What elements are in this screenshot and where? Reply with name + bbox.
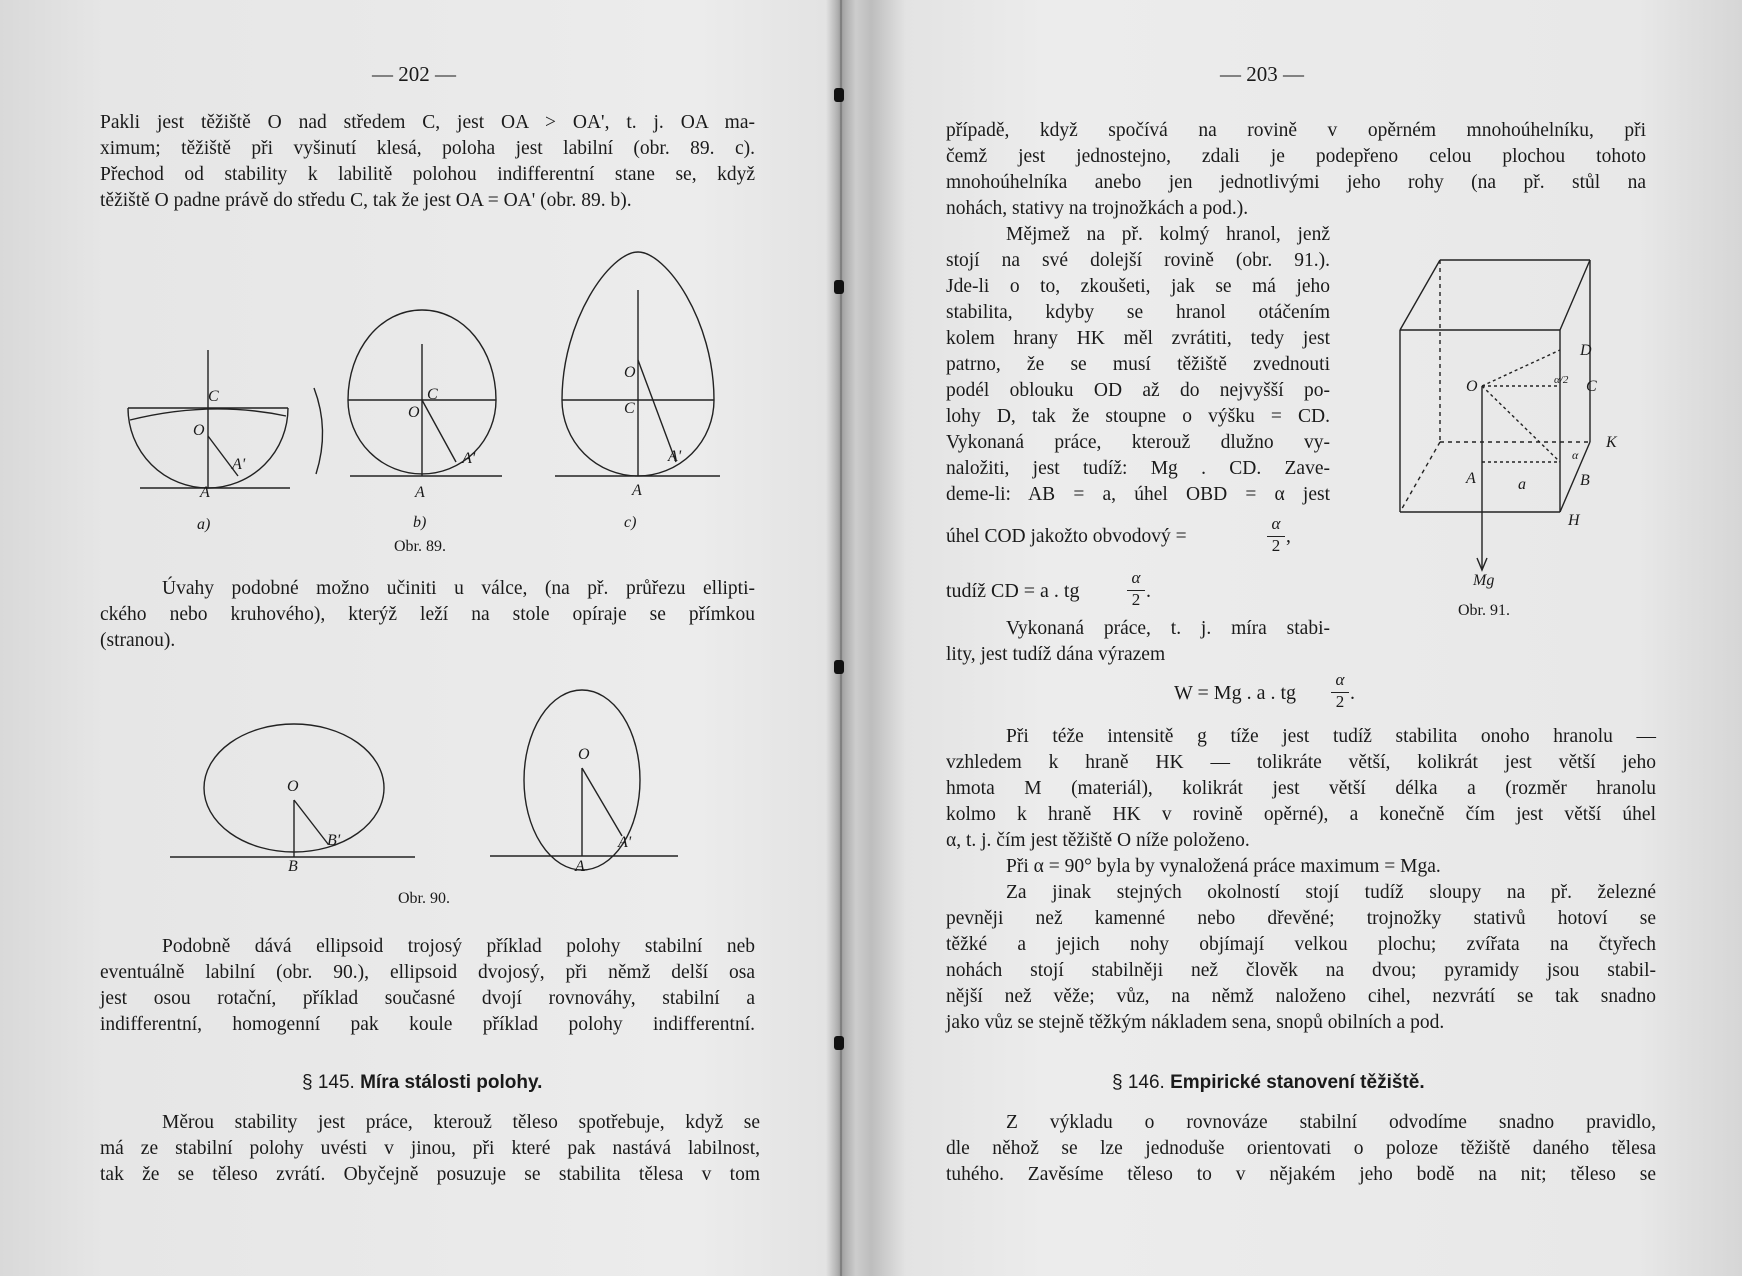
text-line: Z výkladu o rovnováze stabilní odvodíme snadno pravidlo, <box>1006 1112 1656 1133</box>
fig89b-radius <box>422 400 456 462</box>
fig89a-halfdisk <box>128 350 323 488</box>
text-line: těžiště O padne právě do středu C, tak že jest OA = OA' (obr. 89. b). <box>100 190 632 211</box>
fig89b-egg <box>348 310 502 476</box>
text-line: Při α = 90° byla by vynaložená práce maximum = Mga. <box>1006 856 1441 877</box>
formula-punct: . <box>1350 682 1355 704</box>
fig90-label-O-left: O <box>287 778 299 795</box>
fig91-label-a: a <box>1518 476 1526 493</box>
paragraph-5 <box>1006 854 1656 880</box>
fig90-radius <box>582 768 622 836</box>
formula-denominator: 2 <box>1271 536 1281 555</box>
text-line: nohách, stativy na trojnožkách a pod.). <box>946 198 1249 219</box>
paragraph-1 <box>100 110 755 214</box>
fig90-ellipse-right <box>490 690 678 870</box>
text-line: nější než věže; vůz, na němž naloženo cihel, nezvrátí se tak snadno <box>946 986 1656 1007</box>
fig89-caption: Obr. 89. <box>394 538 446 555</box>
formula-numerator: α <box>1335 670 1345 689</box>
fig91-dashed-OB <box>1482 386 1560 462</box>
paragraph-4 <box>946 724 1656 854</box>
fig89-sub-c: c) <box>624 514 637 531</box>
fig90-caption: Obr. 90. <box>398 890 450 907</box>
formula-w <box>1174 670 1374 714</box>
fig90-label-B-prime: B' <box>327 832 341 849</box>
text-line: Úvahy podobné možno učiniti u válce, (na př. průřezu ellipti- <box>162 578 755 599</box>
text-line: Za jinak stejných okolností stojí tudíž sloupy na př. železné <box>1006 882 1656 903</box>
fig89a-bracket <box>314 388 323 474</box>
text-line: lity, jest tudíž dána výrazem <box>946 644 1166 665</box>
fig91-caption: Obr. 91. <box>1458 602 1510 619</box>
fig91-label-A: A <box>1466 470 1476 487</box>
paragraph-2 <box>100 576 755 654</box>
text-line: čemž jest jednostejno, zdali je podepřeno celou plochou tohoto <box>946 146 1646 167</box>
book-gutter <box>826 0 856 1276</box>
fig91-label-O: O <box>1466 378 1478 395</box>
fig91-label-alpha: α <box>1572 448 1579 462</box>
text-line: hmota M (materiál), kolikrát jest větší délka a (rozměr hranolu <box>946 778 1656 799</box>
fig91-label-D: D <box>1580 342 1592 359</box>
fig91-label-K: K <box>1606 434 1617 451</box>
fig89c-label-O: O <box>624 364 636 381</box>
text-line: nohách stojí stabilněji než člověk na dvou; pyramidy jsou stabil- <box>946 960 1656 981</box>
page-number: — 202 — <box>372 62 456 86</box>
fig90-label-A-prime: A' <box>618 834 632 851</box>
formula-punct: . <box>1146 580 1151 602</box>
page-number: — 203 — <box>1220 62 1304 86</box>
fig91-label-alpha-half: α/2 <box>1554 374 1569 386</box>
fig89b-label-A-prime: A' <box>462 450 476 467</box>
fig89a-label-A: A <box>200 484 210 501</box>
paragraph-7 <box>946 1110 1656 1188</box>
fig91-dashed-OD <box>1482 350 1560 386</box>
fig91-prism <box>1400 260 1590 570</box>
fig91-label-B: B <box>1580 472 1590 489</box>
paragraph-6 <box>946 880 1656 1036</box>
text-line: Jde-li o to, zkoušeti, jak se má jeho <box>946 276 1330 297</box>
fig91-label-C: C <box>1586 378 1597 395</box>
text-line: Podobně dává ellipsoid trojosý příklad polohy stabilní neb <box>162 936 755 957</box>
left-page <box>0 0 826 1276</box>
fig91-edge <box>1400 260 1440 330</box>
figure-90 <box>170 680 730 880</box>
binding-stitch <box>834 660 844 674</box>
section-146-heading <box>1112 1072 1425 1094</box>
text-line: eventuálně labilní (obr. 90.), ellipsoid dvojosý, při němž delší osa <box>100 962 755 983</box>
formula-denominator: 2 <box>1131 590 1141 609</box>
formula-numerator: α <box>1131 568 1141 587</box>
text-line: ckého nebo kruhového), kterýž leží na stole opíraje se přímkou <box>100 604 755 625</box>
text-line: Mějmež na př. kolmý hranol, jenž <box>1006 224 1330 245</box>
fig89-sub-a: a) <box>197 516 211 533</box>
paragraph-1 <box>946 118 1646 222</box>
text-line: jest osou rotační, příklad současné dvojí rovnováhy, stabilní a <box>100 988 755 1009</box>
text-line: podél oblouku OD až do nejvyšší po- <box>946 380 1330 401</box>
section-number: § 145. <box>302 1072 355 1093</box>
section-number: § 146. <box>1112 1072 1165 1093</box>
text-line: mnohoúhelníka anebo jen jednotlivými jeho rohy (na př. stůl na <box>946 172 1646 193</box>
fig90-label-B: B <box>288 858 298 875</box>
text-line: indifferentní, homogenní pak koule příklad polohy indifferentní. <box>100 1014 755 1035</box>
text-line: stojí na své dolejší rovině (obr. 91.). <box>946 250 1330 271</box>
paragraph-2 <box>946 222 1330 508</box>
binding-stitch <box>834 1036 844 1050</box>
formula-numerator: α <box>1271 514 1281 533</box>
binding-stitch <box>834 88 844 102</box>
text-line: (stranou). <box>100 630 176 651</box>
figure-91 <box>1380 250 1620 590</box>
text-line: lohy D, tak že stoupne o výšku = CD. <box>946 406 1330 427</box>
text-line: kolem hrany HK měl zvrátiti, tedy jest <box>946 328 1330 349</box>
fig90-radius <box>294 800 328 844</box>
fig91-label-Mg: Mg <box>1473 572 1495 589</box>
formula-text: tudíž CD = a . tg <box>946 580 1080 602</box>
text-line: stabilita, kdyby se hranol otáčením <box>946 302 1330 323</box>
fig90-label-O-right: O <box>578 746 590 763</box>
fig89b-label-A: A <box>415 484 425 501</box>
section-145-heading <box>302 1072 542 1094</box>
text-line: dle něhož se lze jednoduše orientovati o poloze těžiště daného tělesa <box>946 1138 1656 1159</box>
formula-denominator: 2 <box>1335 692 1345 711</box>
binding-stitch <box>834 280 844 294</box>
formula-punct: , <box>1286 526 1291 547</box>
text-line: Vykonaná práce, kterouž dlužno vy- <box>946 432 1330 453</box>
text-line: patrno, že se musí těžiště zvednouti <box>946 354 1330 375</box>
fig89c-label-A-prime: A' <box>668 448 682 465</box>
formula-cd <box>946 568 1206 612</box>
fig89b-label-O: O <box>408 404 420 421</box>
text-line: má ze stabilní polohy uvésti v jinou, při které pak nastává labilnost, <box>100 1138 760 1159</box>
right-page <box>856 0 1742 1276</box>
text-line: ximum; těžiště při vyšinutí klesá, poloha jest labilní (obr. 89. c). <box>100 138 755 159</box>
fig89a-label-C: C <box>208 388 219 405</box>
section-title: Míra stálosti polohy. <box>360 1072 543 1093</box>
formula-text: W = Mg . a . tg <box>1174 682 1297 704</box>
text-line: jako vůz se stejně těžkým nákladem sena, snopů obilních a pod. <box>946 1012 1445 1033</box>
fig89c-egg <box>555 252 720 476</box>
fig90-label-A: A <box>575 858 585 875</box>
text-line: těžké a jejich nohy objímají velkou plochu; zvířata na čtyřech <box>946 934 1656 955</box>
fig89c-label-C: C <box>624 400 635 417</box>
text-line: tuhého. Zavěsíme těleso to v nějakém jeho bodě na nit; těleso se <box>946 1164 1656 1185</box>
text-line: naložiti, jest tudíž: Mg . CD. Zave- <box>946 458 1330 479</box>
paragraph-3 <box>100 934 755 1038</box>
paragraph-4 <box>100 1110 760 1188</box>
fig91-label-H: H <box>1568 512 1580 529</box>
formula-cod <box>946 514 1306 558</box>
section-title: Empirické stanovení těžiště. <box>1170 1072 1425 1093</box>
fig91-edge <box>1560 260 1590 330</box>
formula-text: úhel COD jakožto obvodový = <box>946 526 1187 547</box>
fig89c-label-A: A <box>632 482 642 499</box>
text-line: α, t. j. čím jest těžiště O níže položeno. <box>946 830 1250 851</box>
text-line: Přechod od stability k labilitě polohou indifferentní stane se, když <box>100 164 755 185</box>
fig89a-label-A-prime: A' <box>232 456 246 473</box>
text-line: vzhledem k hraně HK — tolikráte větší, kolikrát jest větší jeho <box>946 752 1656 773</box>
text-line: tak že se těleso zvrátí. Obyčejně posuzuje se stabilita tělesa v tom <box>100 1164 760 1185</box>
paragraph-3 <box>946 616 1330 668</box>
text-line: Při téže intensitě g tíže jest tudíž stabilita onoho hranolu — <box>1006 726 1656 747</box>
text-line: deme-li: AB = a, úhel OBD = α jest <box>946 484 1330 505</box>
text-line: Pakli jest těžiště O nad středem C, jest OA > OA', t. j. OA ma- <box>100 112 755 133</box>
fig89c-radius <box>638 360 676 462</box>
text-line: případě, když spočívá na rovině v opěrném mnohoúhelníku, při <box>946 120 1646 141</box>
text-line: Měrou stability jest práce, kterouž těleso spotřebuje, když se <box>162 1112 760 1133</box>
text-line: pevněji než kamenné nebo dřevěné; trojnožky stativů hotoví se <box>946 908 1656 929</box>
text-line: kolmo k hraně HK v rovině opěrné), a konečně čím jest větší úhel <box>946 804 1656 825</box>
fig89a-label-O: O <box>193 422 205 439</box>
fig91-hidden-edge <box>1400 442 1440 512</box>
text-line: Vykonaná práce, t. j. míra stabi- <box>1006 618 1330 639</box>
fig89b-label-C: C <box>427 386 438 403</box>
fig89-sub-b: b) <box>413 514 427 531</box>
